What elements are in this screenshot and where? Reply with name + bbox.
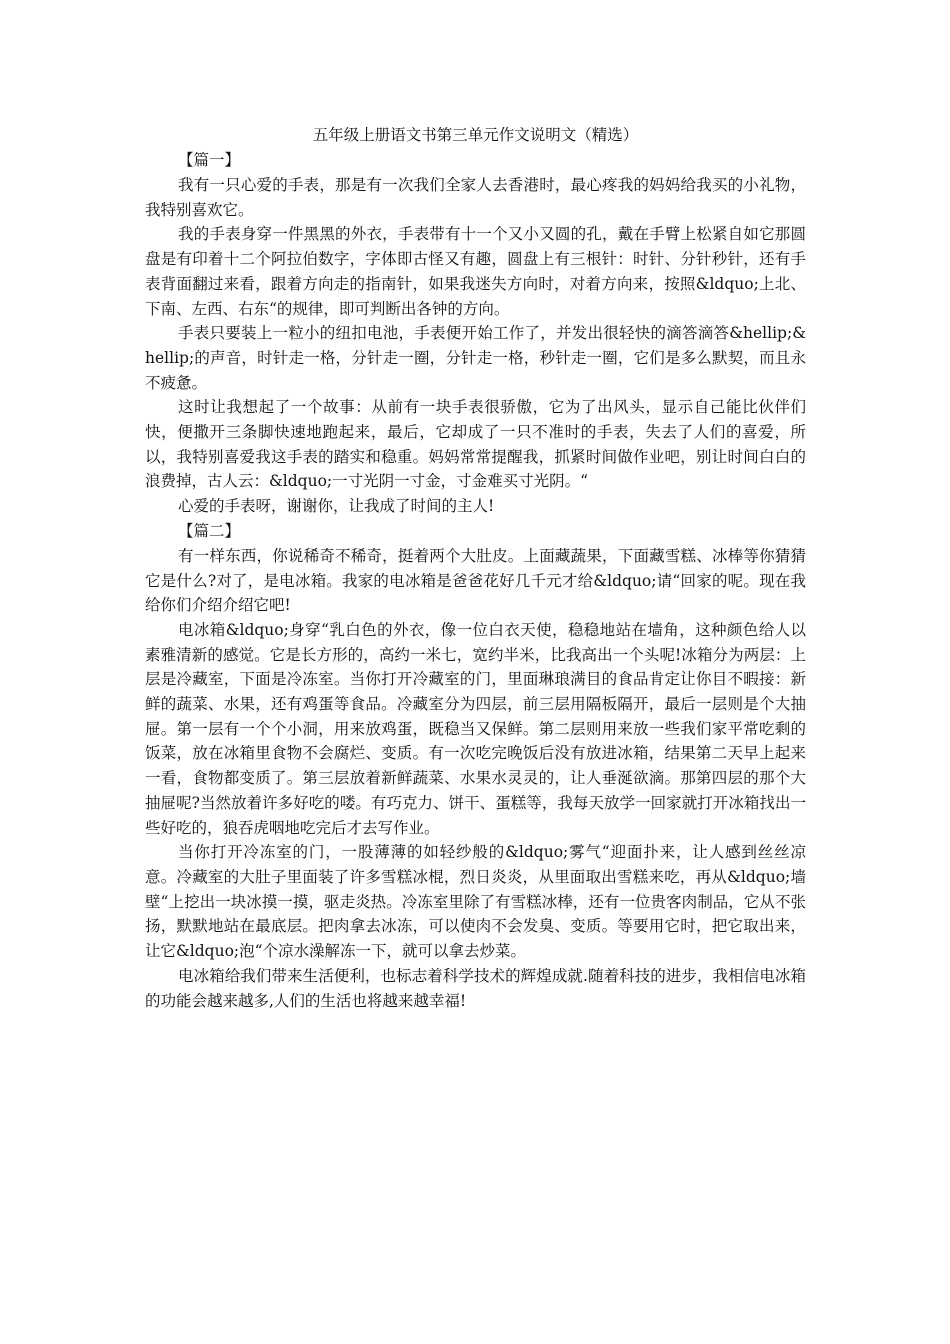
section-1 <box>145 148 806 519</box>
section-2 <box>145 519 806 1013</box>
section-heading: 【篇二】 <box>178 521 241 540</box>
paragraph: 电冰箱&ldquo;身穿“乳白色的外衣，像一位白衣天使，稳稳地站在墙角，这种颜色给人以素雅清新的感觉。它是长方形的，高约一米七，宽约半米，比我高出一个头呢!冰箱分为两层：上层是冷藏室，下面是冷冻室。当你打开冷藏室的门，里面琳琅满目的食品肯定让你目不暇接：新鲜的蔬菜、水果，还有鸡蛋等食品。冷藏室分为四层，前三层用隔板隔开，最后一层则是个大抽屉。第一层有一个个小洞，用来放鸡蛋，既稳当又保鲜。第二层则用来放一些我们家平常吃剩的饭菜，放在冰箱里食物不会腐烂、变质。有一次吃完晚饭后没有放进冰箱，结果第二天早上起来一看，食物都变质了。第三层放着新鲜蔬菜、水果水灵灵的，让人垂涎欲滴。那第四层的那个大抽屉呢?当然放着许多好吃的喽。有巧克力、饼干、蛋糕等，我每天放学一回家就打开冰箱找出一些好吃的，狼吞虎咽地吃完后才去写作业。 <box>145 620 806 837</box>
document-title: 五年级上册语文书第三单元作文说明文（精选） <box>312 126 639 144</box>
paragraph: 当你打开冷冻室的门，一股薄薄的如轻纱般的&ldquo;雾气“迎面扑来，让人感到丝丝凉意。冷藏室的大肚子里面装了许多雪糕冰棍，烈日炎炎，从里面取出雪糕来吃，再从&ldquo;墙壁“上挖出一块冰摸一摸，驱走炎热。冷冻室里除了有雪糕冰棒，还有一位贵客肉制品，它从不张扬，默默地站在最底层。把肉拿去冰冻，可以使肉不会发臭、变质。等要用它时，把它取出来，让它&ldquo;泡“个凉水澡解冻一下，就可以拿去炒菜。 <box>145 843 806 961</box>
paragraph: 我的手表身穿一件黑黑的外衣，手表带有十一个又小又圆的孔，戴在手臂上松紧自如它那圆盘是有印着十二个阿拉伯数字，字体即古怪又有趣，圆盘上有三根针：时针、分针秒针，还有手表背面翻过来看，跟着方向走的指南针，如果我迷失方向时，对着方向来，按照&ldquo;上北、下南、左西、右东“的规律，即可判断出各钟的方向。 <box>145 225 806 318</box>
paragraph: 有一样东西，你说稀奇不稀奇，挺着两个大肚皮。上面藏蔬果，下面藏雪糕、冰棒等你猜猜它是什么?对了，是电冰箱。我家的电冰箱是爸爸花好几千元才给&ldquo;请“回家的呢。现在我给你们介绍介绍它吧! <box>145 546 806 615</box>
document-page <box>145 122 806 1013</box>
paragraph: 手表只要装上一粒小的纽扣电池，手表便开始工作了，并发出很轻快的滴答滴答&hellip;&hellip;的声音，时针走一格，分针走一圈，分针走一格，秒针走一圈，它们是多么默契，而且永不疲惫。 <box>145 324 806 392</box>
paragraph: 心爱的手表呀，谢谢你，让我成了时间的主人! <box>178 497 495 516</box>
section-heading: 【篇一】 <box>178 151 241 169</box>
paragraph: 电冰箱给我们带来生活便利，也标志着科学技术的辉煌成就.随着科技的进步，我相信电冰箱的功能会越来越多,人们的生活也将越来越幸福! <box>145 966 806 1010</box>
paragraph: 这时让我想起了一个故事：从前有一块手表很骄傲，它为了出风头，显示自己能比伙伴们快，便撒开三条脚快速地跑起来，最后，它却成了一只不准时的手表，失去了人们的喜爱，所以，我特别喜爱我这手表的踏实和稳重。妈妈常常提醒我，抓紧时间做作业吧，别让时间白白的浪费掉，古人云：&ldquo;一寸光阴一寸金，寸金难买寸光阴。“ <box>145 398 806 491</box>
paragraph: 我有一只心爱的手表，那是有一次我们全家人去香港时，最心疼我的妈妈给我买的小礼物，我特别喜欢它。 <box>145 176 806 219</box>
